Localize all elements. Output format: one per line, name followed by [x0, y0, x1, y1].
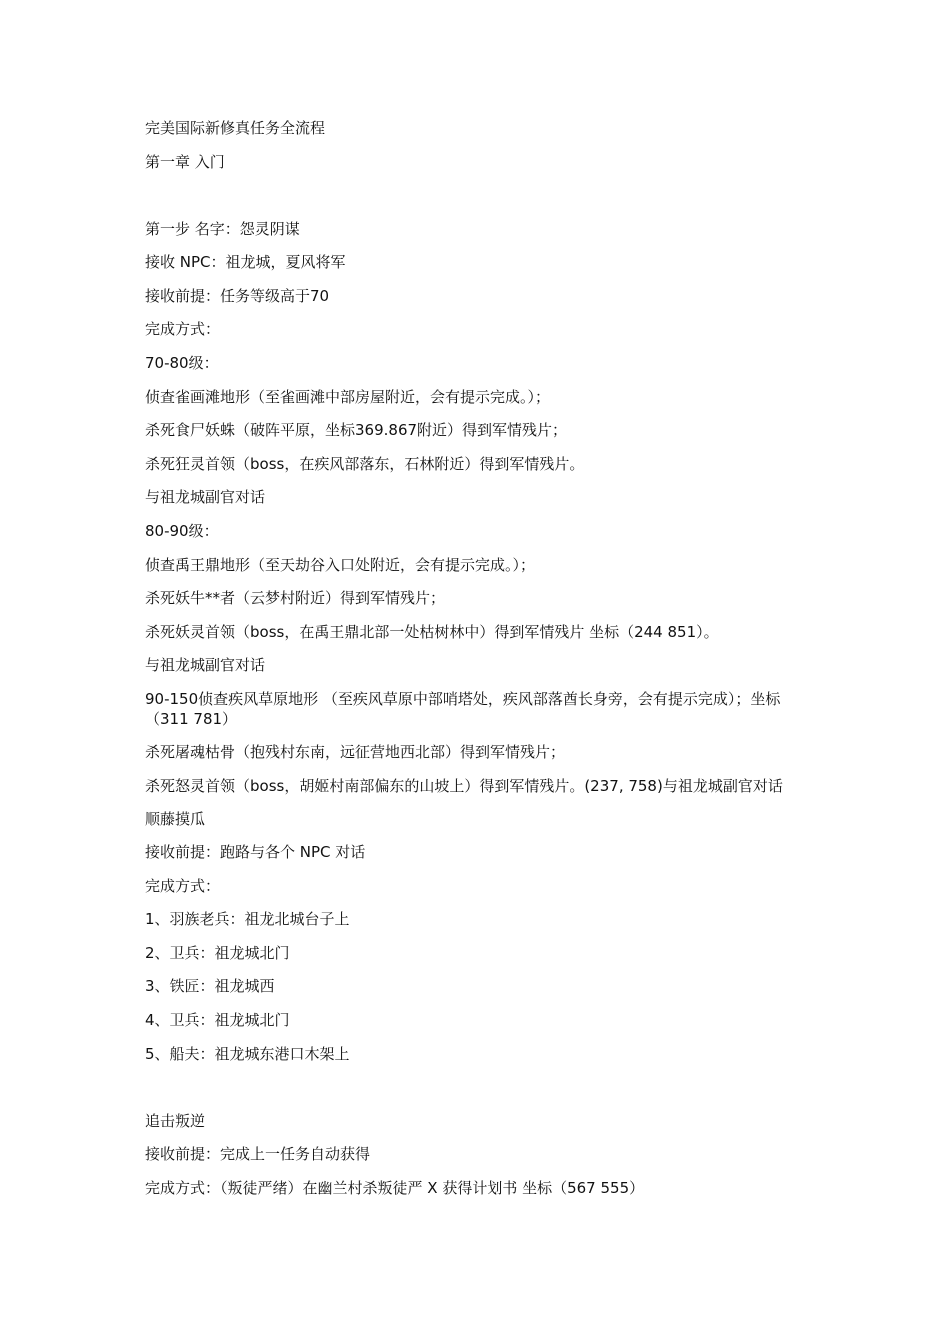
task-line: 杀死妖牛**者（云梦村附近）得到军情残片； [145, 589, 446, 608]
completion-method-label: 完成方式： [145, 876, 221, 895]
chapter-heading: 第一章 入门 [145, 152, 225, 171]
task-line: 杀死屠魂枯骨（抱残村东南，远征营地西北部）得到军情残片； [145, 742, 566, 761]
npc-line: 接收 NPC：祖龙城，夏风将军 [145, 253, 346, 272]
task-line: 90-150侦查疾风草原地形 （至疾风草原中部哨塔处，疾风部落酋长身旁，会有提示完成）；坐标（311 781） [145, 689, 781, 728]
list-item: 2、卫兵：祖龙城北门 [145, 943, 290, 962]
task-line: 杀死食尸妖蛛（破阵平原，坐标369.867附近）得到军情残片； [145, 421, 568, 440]
document-title: 完美国际新修真任务全流程 [145, 119, 326, 137]
task-line: 侦查禹王鼎地形（至天劫谷入口处附近，会有提示完成。）； [145, 555, 536, 574]
list-item: 4、卫兵：祖龙城北门 [145, 1011, 290, 1030]
prerequisite-line: 接收前提：完成上一任务自动获得 [145, 1145, 371, 1164]
list-item: 1、羽族老兵：祖龙北城台子上 [145, 910, 350, 929]
step-name-line: 第一步 名字：怨灵阴谋 [145, 219, 300, 238]
section-heading: 追击叛逆 [145, 1111, 206, 1130]
prerequisite-line: 接收前提：任务等级高于70 [145, 286, 330, 305]
task-line: 杀死怒灵首领（boss，胡姬村南部偏东的山坡上）得到军情残片。(237, 758)与祖龙城副官对话 [145, 776, 783, 795]
prerequisite-line: 接收前提：跑路与各个 NPC 对话 [145, 843, 366, 862]
task-line: 杀死狂灵首领（boss，在疾风部落东，石林附近）得到军情残片。 [145, 454, 585, 473]
level-range-heading: 70-80级： [145, 353, 219, 372]
list-item: 3、铁匠：祖龙城西 [145, 977, 275, 996]
section-heading: 顺藤摸瓜 [145, 809, 206, 828]
task-line: 侦查雀画滩地形（至雀画滩中部房屋附近，会有提示完成。）； [145, 387, 551, 406]
task-line: 杀死妖灵首领（boss，在禹王鼎北部一处枯树林中）得到军情残片 坐标（244 851）。 [145, 622, 719, 641]
document-body [145, 118, 815, 1211]
completion-method-label: 完成方式： [145, 320, 221, 339]
talk-to-officer-line: 与祖龙城副官对话 [145, 656, 266, 675]
level-range-heading: 80-90级： [145, 521, 219, 540]
talk-to-officer-line: 与祖龙城副官对话 [145, 488, 266, 507]
completion-method-line: 完成方式：（叛徒严绪）在幽兰村杀叛徒严 X 获得计划书 坐标（567 555） [145, 1178, 645, 1197]
list-item: 5、船夫：祖龙城东港口木架上 [145, 1044, 350, 1063]
